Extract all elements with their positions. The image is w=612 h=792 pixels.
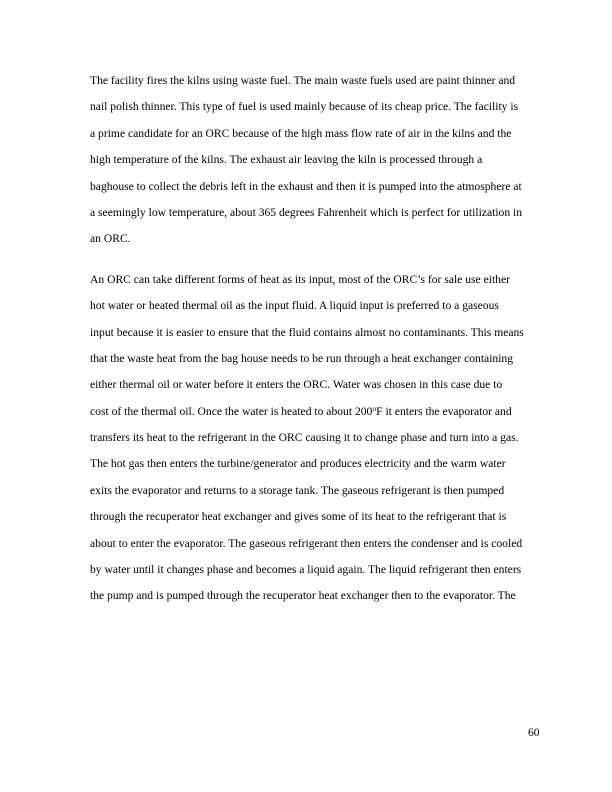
text-line-with-superscript bbox=[90, 399, 542, 425]
text-line: an ORC. bbox=[90, 232, 131, 246]
text-line: through the recuperator heat exchanger and gives some of its heat to the refrigerant that is bbox=[90, 510, 507, 524]
text-line: input because it is easier to ensure that the fluid contains almost no contaminants. This means bbox=[90, 325, 524, 339]
text-line: by water until it changes phase and becomes a liquid again. The liquid refrigerant then enters bbox=[90, 563, 522, 577]
text-line: transfers its heat to the refrigerant in the ORC causing it to change phase and turn into a gas. bbox=[90, 431, 519, 445]
paragraph-2 bbox=[90, 267, 542, 610]
text-line: either thermal oil or water before it enters the ORC. Water was chosen in this case due to bbox=[90, 378, 503, 392]
text-line: baghouse to collect the debris left in the exhaust and then it is pumped into the atmosphere at bbox=[90, 179, 522, 193]
text-line: The hot gas then enters the turbine/generator and produces electricity and the warm water bbox=[90, 457, 506, 471]
text-line: An ORC can take different forms of heat as its input, most of the ORC’s for sale use either bbox=[90, 272, 510, 286]
text-line: nail polish thinner. This type of fuel is used mainly because of its cheap price. The facility is bbox=[90, 100, 519, 114]
text-line: a seemingly low temperature, about 365 degrees Fahrenheit which is perfect for utilization in bbox=[90, 205, 523, 219]
text-line: the pump and is pumped through the recuperator heat exchanger then to the evaporator. The bbox=[90, 589, 516, 603]
text-line: about to enter the evaporator. The gaseous refrigerant then enters the condenser and is cooled bbox=[90, 536, 523, 550]
text-line: exits the evaporator and returns to a storage tank. The gaseous refrigerant is then pumped bbox=[90, 483, 505, 497]
page-number: 60 bbox=[528, 726, 540, 739]
degree-superscript: o bbox=[372, 403, 377, 413]
body-text bbox=[90, 68, 542, 610]
text-segment: cost of the thermal oil. Once the water is heated to about 200 bbox=[90, 404, 373, 418]
paragraph-1 bbox=[90, 68, 542, 253]
text-line: a prime candidate for an ORC because of the high mass flow rate of air in the kilns and the bbox=[90, 126, 512, 140]
text-line: high temperature of the kilns. The exhaust air leaving the kiln is processed through a bbox=[90, 153, 483, 167]
text-line: that the waste heat from the bag house needs to be run through a heat exchanger containing bbox=[90, 351, 514, 365]
text-line: The facility fires the kilns using waste fuel. The main waste fuels used are paint thinner and bbox=[90, 74, 516, 87]
text-line: hot water or heated thermal oil as the input fluid. A liquid input is preferred to a gaseous bbox=[90, 299, 499, 313]
paragraph-spacer bbox=[90, 253, 542, 267]
text-segment: F it enters the evaporator and bbox=[376, 404, 512, 418]
